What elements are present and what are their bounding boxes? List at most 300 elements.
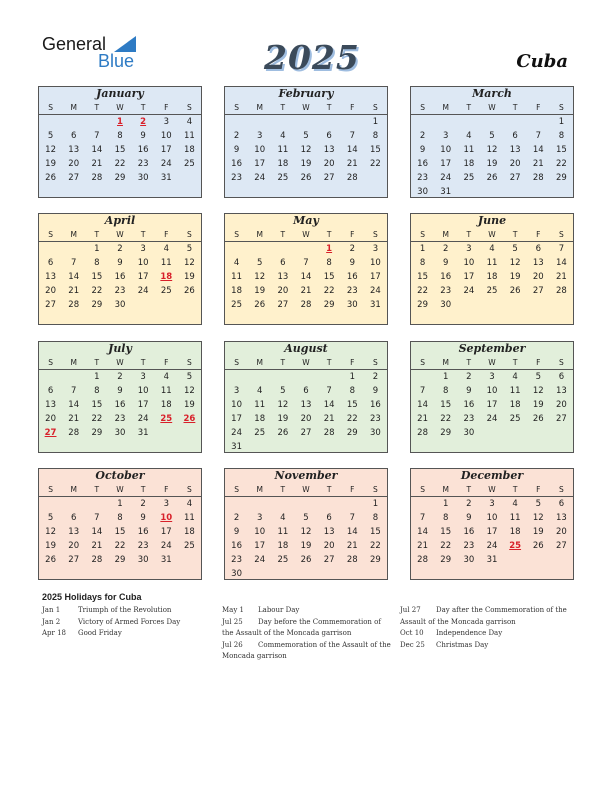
- day-cell: 1: [94, 372, 100, 382]
- weekday-header: [225, 228, 387, 242]
- day-cell: 7: [71, 386, 77, 396]
- day-cell: 26: [300, 173, 312, 183]
- day-cell: 22: [323, 286, 335, 296]
- month-title: July: [108, 342, 132, 355]
- empty-day-cell: [62, 115, 85, 129]
- day-cell: 13: [509, 145, 521, 155]
- day-cell: 27: [509, 173, 521, 183]
- day-cell: 8: [94, 258, 100, 268]
- weekday-label: S: [559, 358, 564, 367]
- day-cell: 19: [486, 159, 498, 169]
- day-cell: 21: [346, 159, 358, 169]
- holiday-date: Apr 18: [42, 629, 67, 637]
- month-january: [38, 86, 202, 198]
- day-cell: 20: [300, 414, 312, 424]
- day-cell: 23: [370, 414, 381, 424]
- day-cell: 23: [346, 286, 358, 296]
- day-cell: 25: [254, 428, 266, 438]
- day-cell: 21: [323, 414, 335, 424]
- day-cell: 28: [346, 173, 358, 183]
- day-cell: 8: [372, 513, 379, 523]
- day-cell: 9: [466, 386, 472, 396]
- day-cell: 15: [440, 527, 452, 537]
- day-cell: 15: [440, 400, 452, 410]
- empty-day-cell: [225, 370, 248, 384]
- month-title: June: [477, 214, 507, 227]
- day-cell: 13: [277, 272, 289, 282]
- day-cell: 8: [372, 131, 379, 141]
- day-cell: 17: [440, 159, 452, 169]
- weekday-label: F: [164, 485, 169, 494]
- holiday-date: May 1: [222, 606, 244, 614]
- day-cell: 16: [231, 159, 242, 169]
- day-cell: 12: [486, 145, 498, 155]
- day-cell: 11: [160, 386, 172, 396]
- day-cell: 23: [231, 555, 242, 565]
- weekday-label: S: [559, 485, 564, 494]
- empty-day-cell: [341, 497, 364, 511]
- day-cell: 14: [323, 400, 335, 410]
- day-cell: 13: [45, 400, 56, 410]
- day-cell: 17: [254, 159, 266, 169]
- weekday-label: T: [94, 230, 100, 239]
- day-cell: 19: [300, 159, 312, 169]
- day-cell: 16: [137, 527, 149, 537]
- weekday-label: T: [512, 485, 518, 494]
- day-cell: 7: [349, 513, 355, 523]
- empty-day-cell: [318, 497, 341, 511]
- day-cell: 30: [417, 187, 428, 197]
- weekday-label: W: [302, 358, 310, 367]
- day-cell: 4: [233, 258, 240, 268]
- empty-day-cell: [271, 497, 294, 511]
- day-cell: 25: [184, 159, 195, 169]
- day-cell: 19: [184, 272, 195, 282]
- day-cell: 2: [372, 372, 379, 382]
- weekday-label: M: [70, 485, 77, 494]
- day-cell: 7: [94, 131, 100, 141]
- day-cell: 10: [231, 400, 242, 410]
- day-grid: [411, 115, 573, 199]
- day-grid: [39, 242, 201, 312]
- month-title: October: [95, 469, 145, 482]
- day-cell: 14: [68, 272, 80, 282]
- day-cell: 21: [556, 272, 567, 282]
- holiday-entry: [222, 617, 392, 640]
- day-cell: 26: [45, 555, 56, 565]
- day-cell: 24: [160, 541, 172, 551]
- day-grid: [225, 242, 387, 312]
- weekday-label: M: [70, 358, 77, 367]
- day-cell: 1: [372, 117, 379, 127]
- day-cell: 26: [300, 555, 312, 565]
- day-cell: 31: [160, 173, 172, 183]
- day-cell: 17: [137, 272, 149, 282]
- day-cell: 28: [300, 300, 312, 310]
- weekday-label: M: [70, 230, 77, 239]
- day-cell: 16: [114, 272, 126, 282]
- day-cell: 15: [91, 272, 103, 282]
- weekday-label: F: [536, 230, 541, 239]
- logo-triangle-icon: [114, 36, 136, 52]
- day-cell: 7: [71, 258, 77, 268]
- day-cell: 31: [160, 555, 172, 565]
- holiday-date: Jul 25: [222, 617, 243, 626]
- day-cell: 23: [440, 286, 452, 296]
- day-cell: 21: [91, 159, 103, 169]
- day-cell: 12: [184, 386, 195, 396]
- day-cell: 5: [257, 258, 263, 268]
- day-cell: 13: [323, 145, 335, 155]
- day-cell: 24: [440, 173, 452, 183]
- holiday-date: Jul 26: [222, 640, 243, 649]
- weekday-label: W: [488, 230, 496, 239]
- weekday-label: T: [94, 358, 100, 367]
- weekday-header: [411, 483, 573, 497]
- weekday-label: F: [350, 485, 355, 494]
- day-cell: 1: [94, 244, 100, 254]
- day-cell: 22: [114, 541, 126, 551]
- day-grid: [411, 497, 573, 567]
- day-cell: 30: [440, 300, 452, 310]
- weekday-label: S: [187, 358, 192, 367]
- day-cell: 23: [114, 414, 126, 424]
- weekday-label: S: [420, 230, 425, 239]
- empty-day-cell: [318, 370, 341, 384]
- weekday-label: T: [466, 230, 472, 239]
- day-cell: 6: [326, 513, 332, 523]
- day-cell: 21: [68, 286, 80, 296]
- day-cell: 21: [68, 414, 80, 424]
- day-cell: 10: [440, 145, 452, 155]
- day-cell: 7: [419, 513, 426, 523]
- weekday-label: S: [373, 485, 378, 494]
- day-cell: 27: [68, 173, 80, 183]
- holiday-entry: [42, 605, 212, 617]
- day-cell: 11: [184, 513, 195, 523]
- day-cell: 7: [535, 131, 541, 141]
- day-cell: 30: [137, 555, 149, 565]
- weekday-label: M: [442, 230, 449, 239]
- weekday-label: M: [442, 103, 449, 112]
- day-cell: 9: [140, 131, 146, 141]
- day-cell: 17: [486, 400, 498, 410]
- day-cell: 23: [231, 173, 242, 183]
- holiday-name: Commemoration of the Assault of the Moncada garrison: [222, 640, 391, 660]
- day-cell: 6: [326, 131, 332, 141]
- country-name: Cuba: [516, 51, 568, 72]
- weekday-label: T: [466, 485, 472, 494]
- day-cell: 5: [303, 131, 309, 141]
- day-cell: 30: [114, 300, 126, 310]
- holiday-name: Day before the Commemoration of the Assault of the Moncada garrison: [222, 617, 381, 637]
- day-cell: 9: [443, 258, 449, 268]
- weekday-label: F: [536, 485, 541, 494]
- day-cell: 10: [137, 386, 149, 396]
- holiday-day-cell: 25: [160, 414, 173, 424]
- day-cell: 11: [486, 258, 498, 268]
- holiday-day-cell: 18: [160, 272, 173, 282]
- weekday-label: M: [256, 103, 263, 112]
- day-cell: 3: [163, 499, 169, 509]
- month-title: March: [472, 87, 512, 100]
- weekday-header: [39, 356, 201, 370]
- holiday-day-cell: 26: [183, 414, 196, 424]
- day-cell: 28: [532, 173, 544, 183]
- day-cell: 7: [94, 513, 100, 523]
- day-cell: 25: [277, 555, 289, 565]
- day-cell: 6: [512, 131, 518, 141]
- month-title: April: [104, 214, 136, 227]
- day-cell: 27: [277, 300, 289, 310]
- day-cell: 3: [233, 386, 240, 396]
- day-cell: 6: [280, 258, 286, 268]
- day-cell: 28: [323, 428, 335, 438]
- weekday-label: W: [488, 485, 496, 494]
- day-cell: 9: [419, 145, 426, 155]
- day-cell: 3: [140, 372, 146, 382]
- weekday-label: W: [116, 103, 124, 112]
- day-cell: 17: [486, 527, 498, 537]
- day-cell: 19: [184, 400, 195, 410]
- day-cell: 9: [233, 145, 240, 155]
- day-cell: 24: [254, 555, 266, 565]
- day-cell: 24: [486, 414, 498, 424]
- day-cell: 7: [558, 244, 565, 254]
- day-cell: 8: [349, 386, 355, 396]
- weekday-header: [39, 483, 201, 497]
- day-cell: 1: [443, 499, 449, 509]
- day-cell: 31: [440, 187, 452, 197]
- empty-day-cell: [248, 370, 271, 384]
- weekday-label: T: [466, 358, 472, 367]
- holiday-entry: [222, 605, 392, 617]
- day-cell: 17: [370, 272, 381, 282]
- weekday-label: S: [234, 358, 239, 367]
- holiday-name: Christmas Day: [436, 640, 489, 649]
- day-cell: 28: [91, 173, 103, 183]
- day-cell: 3: [466, 244, 472, 254]
- day-cell: 10: [254, 145, 266, 155]
- day-cell: 4: [257, 386, 263, 396]
- empty-day-cell: [318, 115, 341, 129]
- weekday-label: W: [488, 103, 496, 112]
- day-cell: 23: [137, 541, 149, 551]
- day-cell: 11: [277, 145, 289, 155]
- weekday-label: W: [116, 230, 124, 239]
- empty-day-cell: [294, 370, 317, 384]
- day-cell: 29: [370, 555, 381, 565]
- day-cell: 29: [323, 300, 335, 310]
- day-cell: 27: [532, 286, 544, 296]
- day-cell: 21: [91, 541, 103, 551]
- weekday-label: F: [350, 103, 355, 112]
- empty-day-cell: [225, 115, 248, 129]
- day-cell: 14: [91, 527, 103, 537]
- weekday-label: T: [140, 230, 146, 239]
- day-cell: 26: [45, 173, 56, 183]
- day-cell: 16: [231, 541, 242, 551]
- weekday-label: T: [326, 485, 332, 494]
- day-cell: 20: [323, 541, 335, 551]
- day-cell: 14: [556, 258, 567, 268]
- day-cell: 18: [184, 527, 195, 537]
- empty-day-cell: [85, 115, 108, 129]
- day-cell: 23: [114, 286, 126, 296]
- day-cell: 21: [417, 541, 428, 551]
- holidays-column: [42, 605, 212, 640]
- day-cell: 9: [117, 258, 123, 268]
- day-cell: 10: [486, 386, 498, 396]
- day-cell: 2: [117, 244, 123, 254]
- weekday-label: F: [164, 358, 169, 367]
- day-cell: 13: [68, 145, 80, 155]
- month-november: [224, 468, 388, 580]
- day-cell: 5: [280, 386, 286, 396]
- day-cell: 10: [254, 527, 266, 537]
- day-cell: 8: [326, 258, 332, 268]
- day-cell: 12: [184, 258, 195, 268]
- day-cell: 18: [277, 159, 289, 169]
- weekday-label: M: [442, 485, 449, 494]
- empty-day-cell: [411, 115, 434, 129]
- empty-day-cell: [39, 370, 62, 384]
- day-cell: 19: [254, 286, 266, 296]
- day-cell: 4: [512, 372, 518, 382]
- day-cell: 23: [463, 541, 475, 551]
- day-cell: 22: [556, 159, 567, 169]
- day-cell: 28: [417, 428, 428, 438]
- day-cell: 10: [463, 258, 475, 268]
- day-cell: 14: [300, 272, 312, 282]
- month-june: [410, 213, 574, 325]
- day-cell: 14: [346, 527, 358, 537]
- day-cell: 2: [233, 513, 240, 523]
- day-cell: 5: [512, 244, 518, 254]
- day-cell: 3: [489, 372, 495, 382]
- day-cell: 29: [556, 173, 567, 183]
- day-grid: [225, 497, 387, 581]
- day-cell: 1: [419, 244, 426, 254]
- day-cell: 19: [509, 272, 521, 282]
- day-cell: 4: [466, 131, 472, 141]
- weekday-label: S: [234, 103, 239, 112]
- day-cell: 24: [160, 159, 172, 169]
- day-cell: 29: [440, 555, 452, 565]
- day-cell: 4: [186, 499, 193, 509]
- day-cell: 12: [509, 258, 521, 268]
- day-cell: 7: [303, 258, 309, 268]
- empty-day-cell: [294, 115, 317, 129]
- holiday-name: Good Friday: [78, 629, 122, 637]
- weekday-header: [39, 228, 201, 242]
- weekday-label: S: [420, 485, 425, 494]
- day-cell: 28: [556, 286, 567, 296]
- empty-day-cell: [248, 497, 271, 511]
- day-cell: 12: [277, 400, 289, 410]
- day-cell: 12: [300, 527, 312, 537]
- day-cell: 13: [68, 527, 80, 537]
- day-cell: 17: [463, 272, 475, 282]
- day-cell: 4: [512, 499, 518, 509]
- day-cell: 10: [370, 258, 381, 268]
- weekday-label: T: [326, 103, 332, 112]
- day-cell: 22: [440, 414, 452, 424]
- day-cell: 27: [556, 414, 567, 424]
- weekday-header: [225, 101, 387, 115]
- day-cell: 23: [463, 414, 475, 424]
- day-cell: 1: [372, 499, 379, 509]
- day-cell: 24: [370, 286, 381, 296]
- day-cell: 28: [68, 300, 80, 310]
- day-cell: 6: [71, 131, 77, 141]
- day-cell: 9: [140, 513, 146, 523]
- day-cell: 10: [137, 258, 149, 268]
- day-cell: 15: [417, 272, 428, 282]
- day-cell: 20: [68, 159, 80, 169]
- empty-day-cell: [248, 242, 271, 256]
- holidays-column: [400, 605, 570, 651]
- day-grid: [39, 370, 201, 440]
- day-cell: 12: [45, 527, 56, 537]
- day-cell: 8: [443, 386, 449, 396]
- weekday-label: M: [256, 358, 263, 367]
- day-cell: 27: [556, 541, 567, 551]
- empty-day-cell: [294, 242, 317, 256]
- day-cell: 20: [45, 286, 56, 296]
- day-cell: 20: [556, 527, 567, 537]
- day-cell: 22: [91, 286, 103, 296]
- empty-day-cell: [271, 115, 294, 129]
- day-cell: 29: [114, 555, 126, 565]
- empty-day-cell: [39, 242, 62, 256]
- holiday-day-cell: 27: [44, 428, 57, 438]
- day-cell: 15: [114, 527, 126, 537]
- day-cell: 13: [45, 272, 56, 282]
- day-grid: [39, 497, 201, 567]
- day-cell: 7: [349, 131, 355, 141]
- day-cell: 21: [346, 541, 358, 551]
- day-cell: 6: [558, 372, 565, 382]
- weekday-label: W: [302, 230, 310, 239]
- day-cell: 18: [463, 159, 475, 169]
- day-cell: 5: [186, 372, 193, 382]
- day-cell: 25: [160, 286, 172, 296]
- weekday-label: S: [373, 230, 378, 239]
- day-cell: 12: [45, 145, 56, 155]
- day-cell: 11: [254, 400, 266, 410]
- day-cell: 20: [68, 541, 80, 551]
- day-cell: 25: [231, 300, 242, 310]
- day-cell: 4: [280, 513, 286, 523]
- day-cell: 7: [326, 386, 332, 396]
- holiday-name: Day after the Commemoration of the Assault of the Moncada garrison: [400, 606, 567, 626]
- holiday-entry: [222, 640, 392, 663]
- day-cell: 12: [300, 145, 312, 155]
- day-cell: 13: [556, 386, 567, 396]
- day-cell: 8: [117, 513, 123, 523]
- holiday-date: Jul 27: [400, 606, 421, 614]
- month-august: [224, 341, 388, 453]
- day-cell: 29: [91, 428, 103, 438]
- day-cell: 29: [417, 300, 428, 310]
- weekday-label: T: [140, 103, 146, 112]
- day-cell: 23: [137, 159, 149, 169]
- holiday-name: Triumph of the Revolution: [78, 606, 172, 614]
- weekday-label: T: [94, 485, 100, 494]
- day-cell: 26: [532, 414, 544, 424]
- holiday-date: Dec 25: [400, 640, 425, 649]
